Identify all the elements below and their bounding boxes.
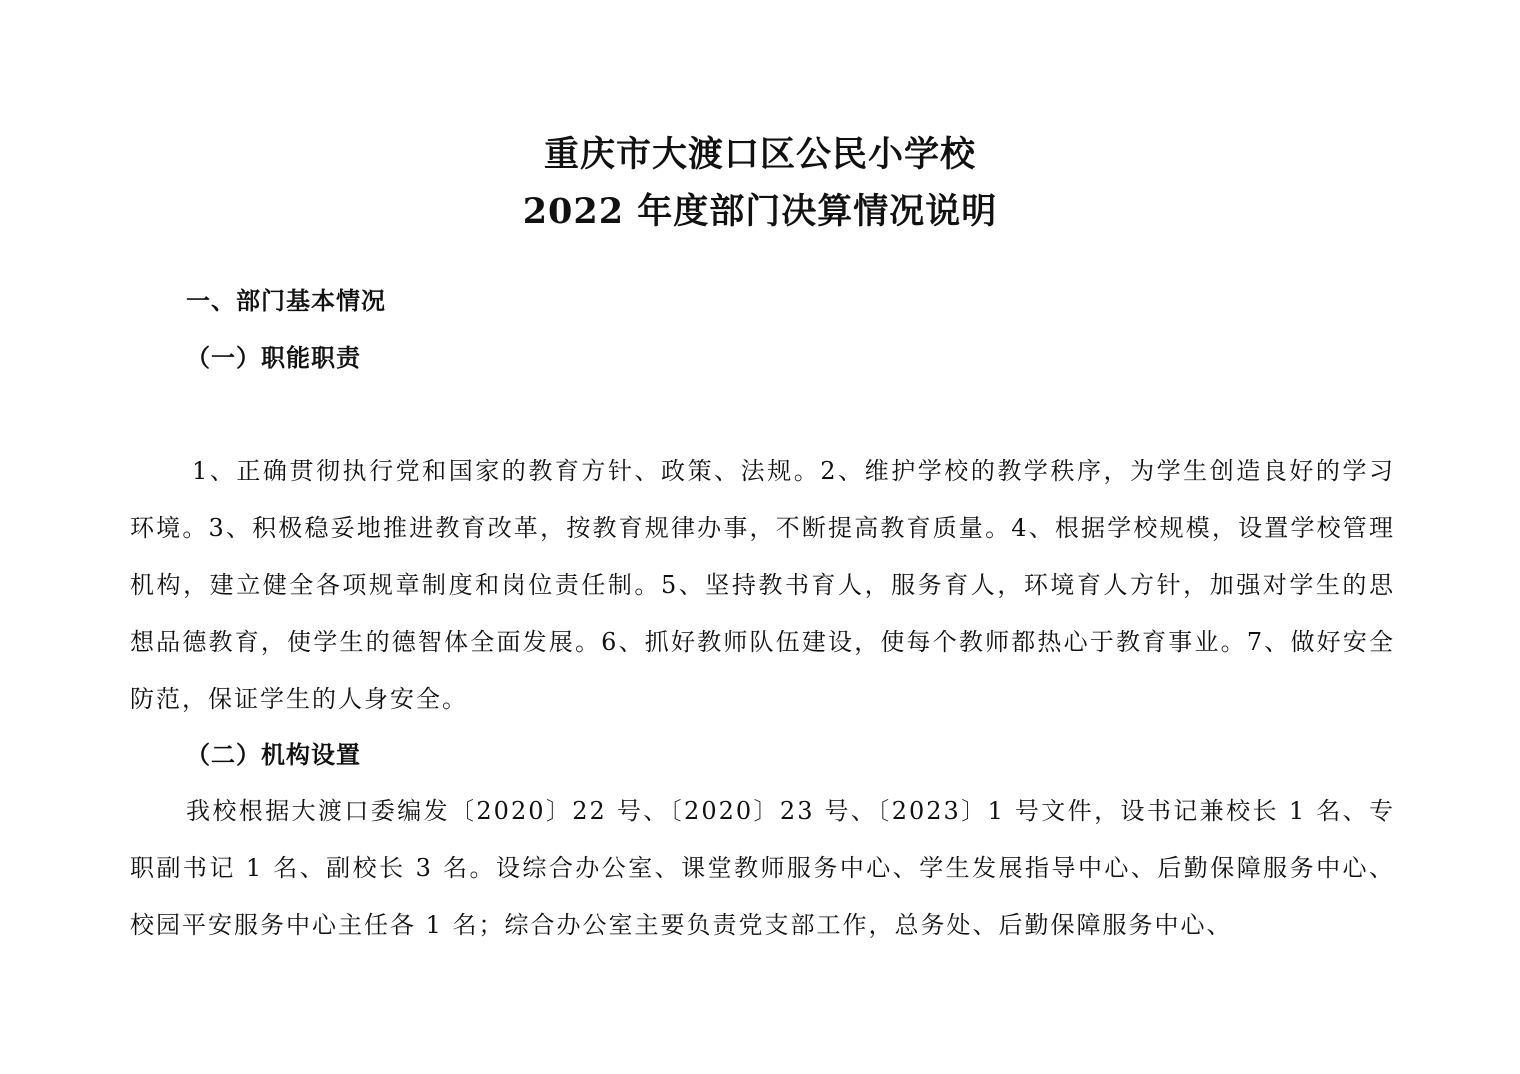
subsection-heading-organization: （二）机构设置 [186,740,361,769]
section-heading-basic-info: 一、部门基本情况 [186,287,386,315]
organization-paragraph: 我校根据大渡口委编发〔2020〕22 号、〔2020〕23 号、〔2023〕1 号文件，设书记兼校长 1 名、专职副书记 1 名、副校长 3 名。设综合办公室、课堂教师服务中心、学生发展指导中心、后勤保障服务中心、校园平安服务中心主任各 1 名；综合办公室主要负责党支部工作，总务处、后勤保障服务中心、 [130,797,1395,939]
duties-paragraph: 1、正确贯彻执行党和国家的教育方针、政策、法规。2、维护学校的教学秩序，为学生创造良好的学习环境。3、积极稳妥地推进教育改革，按教育规律办事，不断提高教育质量。4、根据学校规模，设置学校管理机构，建立健全各项规章制度和岗位责任制。5、坚持教书育人，服务育人，环境育人方针，加强对学生的思想品德教育，使学生的德智体全面发展。6、抓好教师队伍建设，使每个教师都热心于教育事业。7、做好安全防范，保证学生的人身安全。 [130,457,1395,713]
subsection-heading-duties: （一）职能职责 [186,343,361,372]
document-title-line2: 2022 年度部门决算情况说明 [522,191,998,232]
document-title-line1: 重庆市大渡口区公民小学校 [543,134,976,175]
